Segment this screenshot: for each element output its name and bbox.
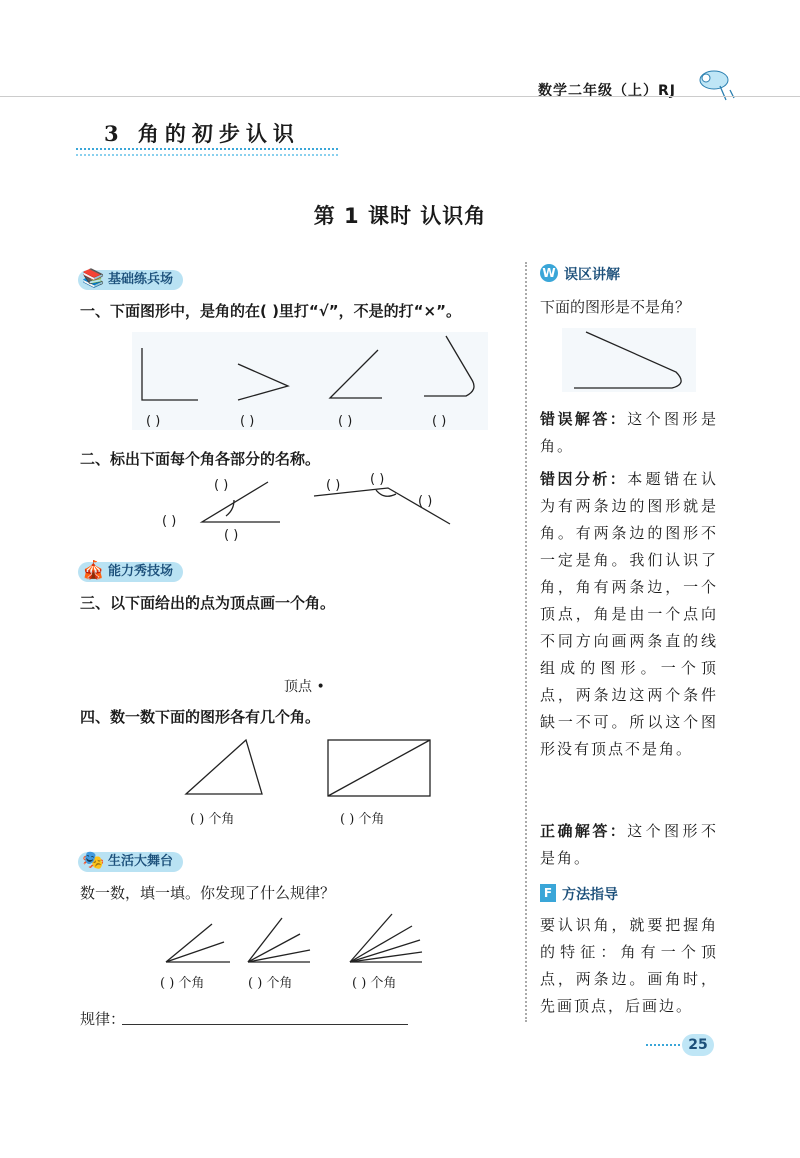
sidebar-question: 下面的图形是不是角？	[540, 298, 691, 316]
sidebar-wrong-answer	[540, 406, 718, 460]
q1-answer-2: ( )	[240, 414, 255, 429]
sidebar-reason	[540, 466, 718, 763]
q2-blank-vertex: ( )	[162, 514, 177, 529]
header-rule	[0, 96, 800, 97]
q2-blank-side-top: ( )	[214, 478, 229, 493]
q5-rule-label: 规律：	[80, 1010, 126, 1028]
sidebar-wrong-text: 这个图形是角。	[540, 410, 718, 455]
sidebar-divider	[525, 262, 527, 1022]
q2-blank-2b: ( )	[370, 472, 385, 487]
section-life-badge	[78, 852, 183, 872]
sidebar-method-title: 方法指导	[562, 887, 618, 903]
q5-text: 数一数，填一填。你发现了什么规律？	[80, 884, 336, 902]
page-number-rule	[646, 1044, 680, 1046]
sidebar-figure	[560, 326, 700, 396]
section-basic-label: 基础练兵场	[108, 272, 174, 287]
section-basic-badge	[78, 270, 183, 290]
q2-blank-2a: ( )	[326, 478, 341, 493]
sidebar-error-title: 误区讲解	[564, 267, 620, 283]
q2-angle-1-arc	[226, 500, 234, 516]
section-life-label: 生活大舞台	[108, 854, 174, 869]
chapter-title: 3 角的初步认识	[104, 121, 300, 146]
error-section-icon: W	[540, 264, 558, 282]
sidebar-correct-text: 这个图形不是角。	[540, 822, 718, 867]
sidebar-correct-answer	[540, 818, 718, 872]
lesson-title: 第 1 课时 认识角	[313, 204, 487, 228]
method-section-icon: F	[540, 884, 556, 902]
q5-answer-3: ( ) 个角	[352, 976, 397, 991]
stage-icon: 🎭	[82, 850, 105, 871]
sidebar-method-text: 要认识角，就要把握角的特征：角有一个顶点，两条边。画角时，先画顶点，后画边。	[540, 916, 718, 1015]
tent-icon: 🎪	[82, 560, 105, 581]
q1-text: 一、下面图形中，是角的在( )里打“√”，不是的打“×”。	[80, 302, 461, 320]
q1-answer-3: ( )	[338, 414, 353, 429]
q4-answer-2: ( ) 个角	[340, 812, 385, 827]
q5-rule-line	[122, 1024, 408, 1025]
q2-text: 二、标出下面每个角各部分的名称。	[80, 450, 321, 468]
q4-diagonal	[328, 740, 430, 796]
q2-blank-2c: ( )	[418, 494, 433, 509]
mascot-icon	[696, 58, 740, 104]
q5-figures	[160, 912, 430, 968]
q1-answer-4: ( )	[432, 414, 447, 429]
q4-figures	[180, 736, 440, 800]
sidebar-reason-text: 本题错在认为有两条边的图形就是角。有两条边的图形不一定是角。我们认识了角，角有两条边，一个顶点，角是由一个点向不同方向画两条直的线组成的图形。一个顶点，两条边这两个条件缺一不可。所以这个图形没有顶点不是角。	[540, 470, 718, 758]
section-ability-badge	[78, 562, 183, 582]
sidebar-correct-label: 正确解答：	[540, 822, 628, 840]
section-ability-label: 能力秀技场	[108, 564, 174, 579]
chapter-underline	[76, 148, 338, 156]
page-number: 25	[682, 1034, 714, 1056]
sidebar-reason-label: 错因分析：	[540, 470, 628, 488]
q4-text: 四、数一数下面的图形各有几个角。	[80, 708, 321, 726]
sidebar-wrong-label: 错误解答：	[540, 410, 628, 428]
book-title: 数学二年级（上）RJ	[538, 83, 676, 99]
book-stack-icon: 📚	[82, 268, 105, 289]
q3-text: 三、以下面给出的点为顶点画一个角。	[80, 594, 336, 612]
q3-vertex-label: 顶点 •	[284, 679, 325, 695]
q2-blank-side-bottom: ( )	[224, 528, 239, 543]
q4-answer-1: ( ) 个角	[190, 812, 235, 827]
q5-answer-1: ( ) 个角	[160, 976, 205, 991]
q5-answer-2: ( ) 个角	[248, 976, 293, 991]
q1-answer-1: ( )	[146, 414, 161, 429]
q4-triangle	[186, 740, 262, 794]
